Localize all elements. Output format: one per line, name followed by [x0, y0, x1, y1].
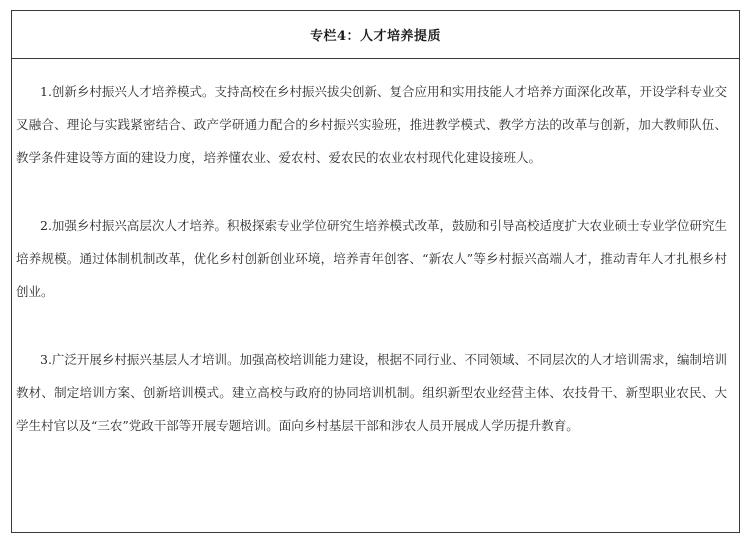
- paragraph-high-level-talent: 2.加强乡村振兴高层次人才培养。积极探索专业学位研究生培养模式改革，鼓励和引导高校适度扩大农业硕士专业学位研究生培养规模。通过体制机制改革，优化乡村创新创业环境，培养青年创客、“新农人”等乡村振兴高端人才，推动青年人才扎根乡村创业。: [16, 218, 727, 299]
- column-body: [12, 75, 739, 442]
- column-box: [11, 10, 740, 533]
- paragraph-grassroots-training: 3.广泛开展乡村振兴基层人才培训。加强高校培训能力建设，根据不同行业、不同领域、不同层次的人才培训需求，编制培训教材、制定培训方案、创新培训模式。建立高校与政府的协同培训机制。组织新型农业经营主体、农技骨干、新型职业农民、大学生村官以及“三农”党政干部等开展专题培训。面向乡村基层干部和涉农人员开展成人学历提升教育。: [16, 352, 727, 433]
- paragraph-talent-cultivation-model: 1.创新乡村振兴人才培养模式。支持高校在乡村振兴拔尖创新、复合应用和实用技能人才培养方面深化改革，开设学科专业交叉融合、理论与实践紧密结合、政产学研通力配合的乡村振兴实验班，推进教学模式、教学方法的改革与创新，加大教师队伍、教学条件建设等方面的建设力度，培养懂农业、爱农村、爱农民的农业农村现代化建设接班人。: [16, 84, 727, 165]
- column-title: 专栏4：人才培养提质: [309, 29, 442, 44]
- column-header: [12, 11, 739, 59]
